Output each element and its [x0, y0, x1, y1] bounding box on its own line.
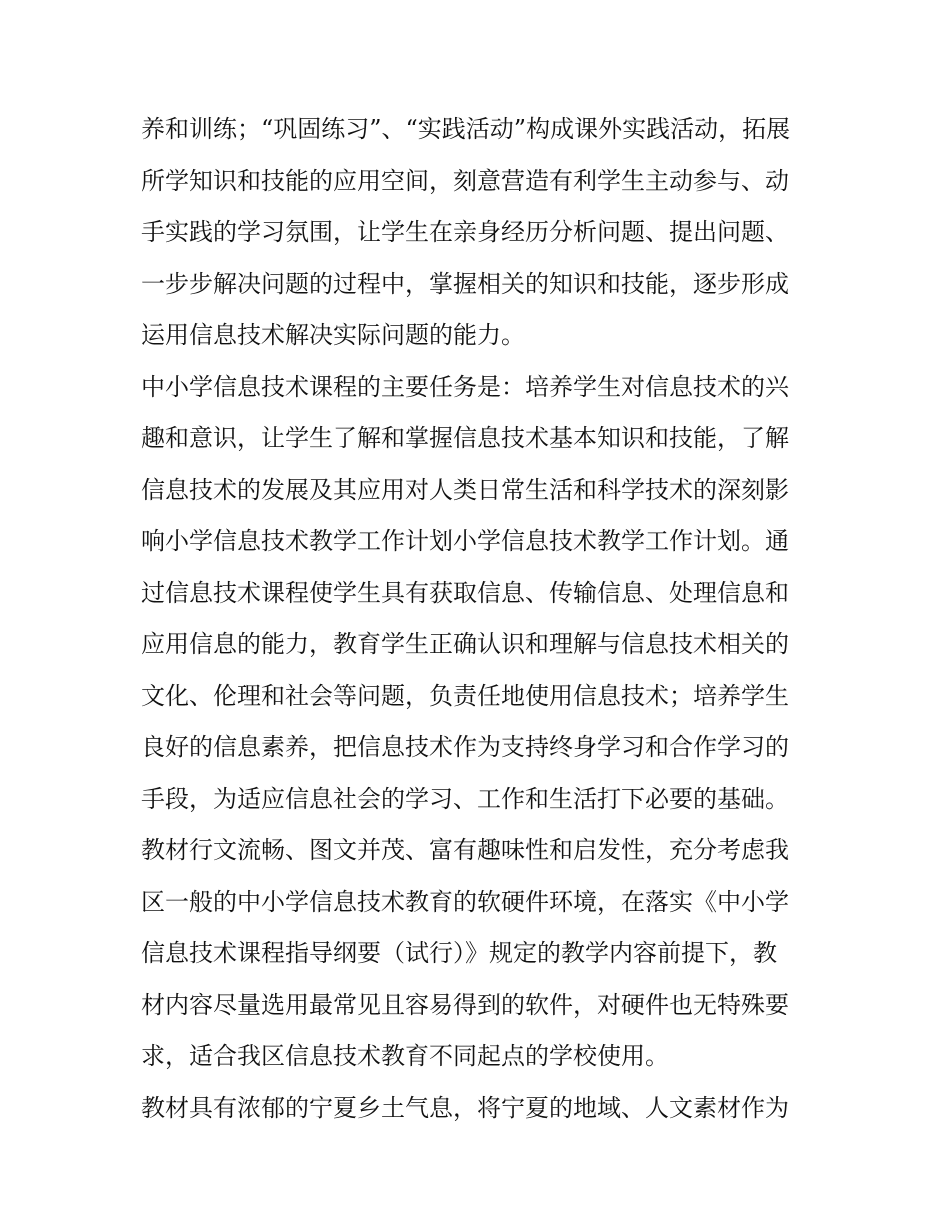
text-line: 良好的信息素养，把信息技术作为支持终身学习和合作学习的 — [141, 733, 789, 761]
text-line: 中小学信息技术课程的主要任务是：培养学生对信息技术的兴 — [141, 372, 789, 401]
paragraph-3 — [141, 825, 813, 1083]
text-line: 响小学信息技术教学工作计划小学信息技术教学工作计划。通 — [141, 527, 789, 555]
text-line: 材内容尽量选用最常见且容易得到的软件，对硬件也无特殊要 — [141, 990, 789, 1019]
text-line: 运用信息技术解决实际问题的能力。 — [141, 321, 525, 349]
text-line: 教材行文流畅、图文并茂、富有趣味性和启发性，充分考虑我 — [141, 836, 789, 864]
text-line: 手实践的学习氛围，让学生在亲身经历分析问题、提出问题、 — [141, 218, 789, 246]
text-line: 文化、伦理和社会等问题，负责任地使用信息技术；培养学生 — [141, 681, 789, 710]
text-line: 应用信息的能力，教育学生正确认识和理解与信息技术相关的 — [141, 630, 789, 658]
text-line: 教材具有浓郁的宁夏乡土气息，将宁夏的地域、人文素材作为 — [141, 1093, 789, 1122]
text-line: 过信息技术课程使学生具有获取信息、传输信息、处理信息和 — [141, 578, 789, 607]
text-line: 所学知识和技能的应用空间，刻意营造有利学生主动参与、动 — [141, 166, 789, 195]
text-line: 手段，为适应信息社会的学习、工作和生活打下必要的基础。 — [141, 784, 789, 813]
document-body — [141, 104, 813, 1134]
paragraph-4 — [141, 1083, 813, 1135]
paragraph-2 — [141, 362, 813, 826]
text-line: 养和训练；“巩固练习”、“实践活动”构成课外实践活动，拓展 — [141, 115, 791, 143]
text-line: 信息技术的发展及其应用对人类日常生活和科学技术的深刻影 — [141, 475, 789, 504]
text-line: 一步步解决问题的过程中，掌握相关的知识和技能，逐步形成 — [141, 269, 789, 298]
text-line: 趣和意识，让学生了解和掌握信息技术基本知识和技能，了解 — [141, 424, 789, 452]
text-line: 求，适合我区信息技术教育不同起点的学校使用。 — [141, 1042, 669, 1070]
paragraph-1 — [141, 104, 813, 362]
text-line: 区一般的中小学信息技术教育的软硬件环境，在落实《中小学 — [141, 887, 789, 916]
text-line: 信息技术课程指导纲要（试行）》规定的教学内容前提下，教 — [141, 939, 777, 967]
